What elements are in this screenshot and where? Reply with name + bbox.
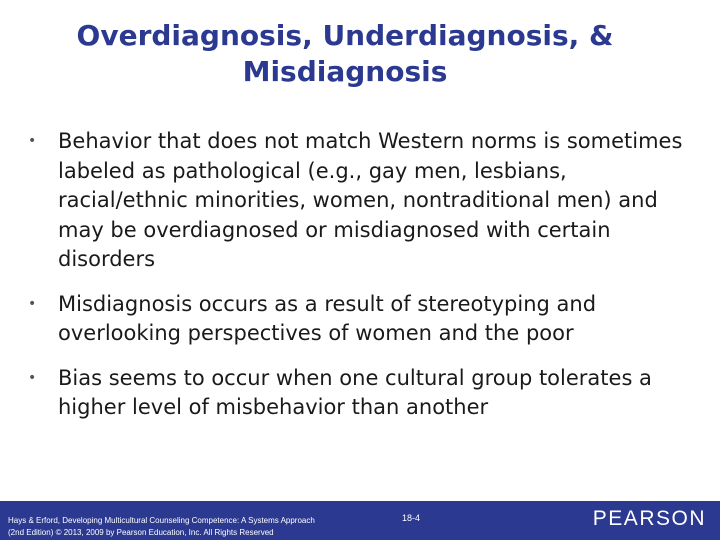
citation-line-2: (2nd Edition) © 2013, 2009 by Pearson Education, Inc. All Rights Reserved (8, 528, 274, 537)
bullet-icon: • (28, 369, 37, 386)
bullet-text: Behavior that does not match Western norms is sometimes labeled as pathological (e.g., gay men, lesbians, racial/ethnic minorities, women, nontraditional men) and may be overdiagnosed or misdiagnosed with certain disorders (58, 129, 683, 271)
footer-citation (8, 515, 315, 539)
bullet-list (28, 127, 688, 438)
pearson-logo: PEARSON (592, 507, 706, 530)
bullet-text: Bias seems to occur when one cultural group tolerates a higher level of misbehavior than another (58, 365, 652, 419)
citation-line-1: Hays & Erford, Developing Multicultural Counseling Competence: A Systems Approach (8, 516, 315, 525)
footer-bar (0, 501, 720, 540)
bullet-item (28, 364, 688, 423)
bullet-icon: • (28, 295, 37, 312)
bullet-item (28, 290, 688, 349)
bullet-item (28, 127, 688, 275)
slide-title: Overdiagnosis, Underdiagnosis, & Misdiagnosis (76, 19, 614, 88)
page-number: 18-4 (402, 513, 421, 523)
bullet-text: Misdiagnosis occurs as a result of stereotyping and overlooking perspectives of women and the poor (58, 291, 597, 345)
bullet-icon: • (28, 133, 37, 149)
